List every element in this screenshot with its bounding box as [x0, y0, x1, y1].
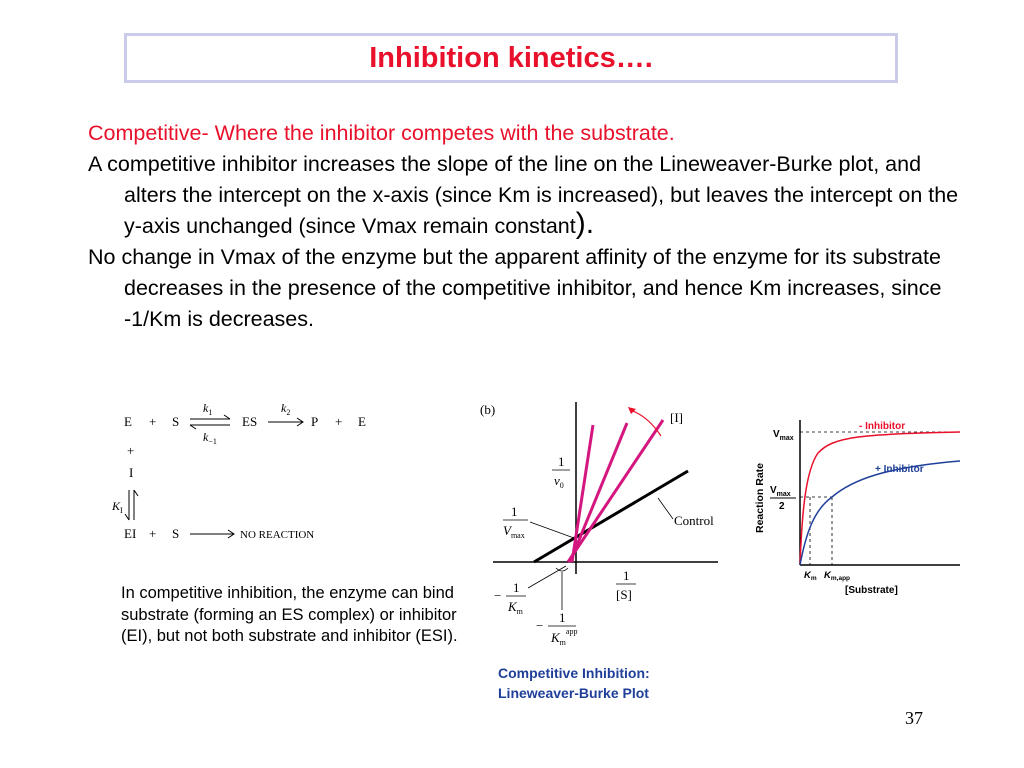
mm-curve-minus-inhibitor	[800, 432, 960, 565]
scheme-p: P	[311, 414, 319, 429]
lb-x-label-den: [S]	[616, 587, 632, 602]
lb-inhibitor-label: [I]	[670, 410, 683, 425]
paragraph-vmax: No change in Vmax of the enzyme but the apparent affinity of the enzyme for its substrate decreases in the presence of the competitive inhibitor, and hence Km increases, since -1/Km is decreases.	[88, 245, 942, 331]
mm-kmapp-label: $K_{m,app}$	[824, 570, 851, 582]
lb-x-label-num: 1	[623, 568, 630, 583]
lb-control-label: Control	[674, 513, 714, 528]
lb-km-den: $K_m$	[508, 599, 523, 616]
lb-kmapp-den: $K_m^{app}$	[551, 627, 578, 647]
lb-km-num: 1	[513, 580, 520, 595]
reaction-scheme	[112, 398, 378, 548]
scheme-k1: $k_1$	[203, 401, 213, 417]
lb-vmax-num: 1	[511, 504, 518, 519]
mm-vmax-label: $V_{max}$	[773, 429, 794, 442]
scheme-plus-1: +	[149, 414, 157, 429]
scheme-no-reaction: NO REACTION	[240, 529, 315, 541]
lb-km-pointer	[528, 566, 566, 588]
scheme-ei: EI	[124, 526, 137, 541]
scheme-s-2: S	[172, 526, 180, 541]
paragraph-lineweaver-text: A competitive inhibitor increases the slope of the line on the Lineweaver-Burke plot, and alters the intercept on the x-axis (since Km is increased), but leaves the intercept on the y-axis unchanged (since Vmax remain constant	[88, 152, 959, 238]
scheme-plus-3: +	[127, 443, 135, 458]
scheme-plus-4: +	[149, 526, 157, 541]
scheme-ki: $K_I$	[112, 499, 123, 515]
lb-vmax-pointer	[530, 522, 574, 538]
lb-km-neg: −	[494, 588, 502, 603]
page-number: 37	[905, 708, 923, 728]
mm-curve-plus-inhibitor	[800, 461, 960, 565]
scheme-e: E	[124, 414, 132, 429]
scheme-i: I	[129, 465, 134, 480]
lb-y-label-den: $v_0$	[554, 473, 564, 490]
product-arrow	[268, 418, 303, 426]
equilibrium-arrows	[190, 415, 230, 429]
mm-km-label: $K_m$	[804, 570, 817, 582]
lineweaver-burk-plot	[478, 398, 728, 653]
no-reaction-arrow	[190, 530, 234, 538]
lb-panel-label: (b)	[480, 402, 496, 417]
lb-kmapp-neg: −	[536, 618, 544, 633]
mm-half-vmax-den: 2	[779, 501, 785, 512]
paragraph-lineweaver	[88, 149, 968, 242]
mm-minus-inhibitor-label: - Inhibitor	[859, 421, 906, 432]
caption-lineweaver-burk: Competitive Inhibition: Lineweaver-Burke Plot	[498, 665, 650, 701]
lb-inhibitor-line-2	[570, 423, 627, 562]
scheme-plus-2: +	[335, 414, 343, 429]
lb-inhibitor-arc-arrowhead	[628, 407, 636, 414]
caption-competitive-inhibition: In competitive inhibition, the enzyme can bind substrate (forming an ES complex) or inhibitor (EI), but not both substrate and inhibitor (ESI).	[121, 584, 458, 645]
michaelis-menten-plot	[748, 415, 968, 600]
lb-vmax-den: $V_{max}$	[503, 523, 525, 540]
mm-plus-inhibitor-label: + Inhibitor	[875, 464, 924, 475]
mm-x-axis-label: [Substrate]	[845, 585, 898, 596]
title-box	[124, 33, 898, 83]
body-text	[88, 118, 968, 335]
lb-y-label-num: 1	[558, 454, 565, 469]
scheme-es: ES	[242, 414, 258, 429]
lb-kmapp-num: 1	[559, 610, 566, 625]
scheme-k2: $k_2$	[281, 401, 291, 417]
paragraph-lineweaver-end: ).	[575, 207, 595, 240]
mm-y-axis-label: Reaction Rate	[754, 462, 766, 533]
slide-title: Inhibition kinetics….	[369, 41, 653, 74]
scheme-km1: $k_{-1}$	[203, 430, 217, 446]
vertical-equilibrium-arrows	[125, 490, 138, 520]
lb-control-pointer	[658, 498, 673, 519]
scheme-s: S	[172, 414, 180, 429]
mm-half-vmax-label: $V_{max}$	[770, 485, 791, 498]
paragraph-competitive: Competitive- Where the inhibitor competes with the substrate.	[88, 121, 675, 145]
scheme-e-2: E	[358, 414, 366, 429]
